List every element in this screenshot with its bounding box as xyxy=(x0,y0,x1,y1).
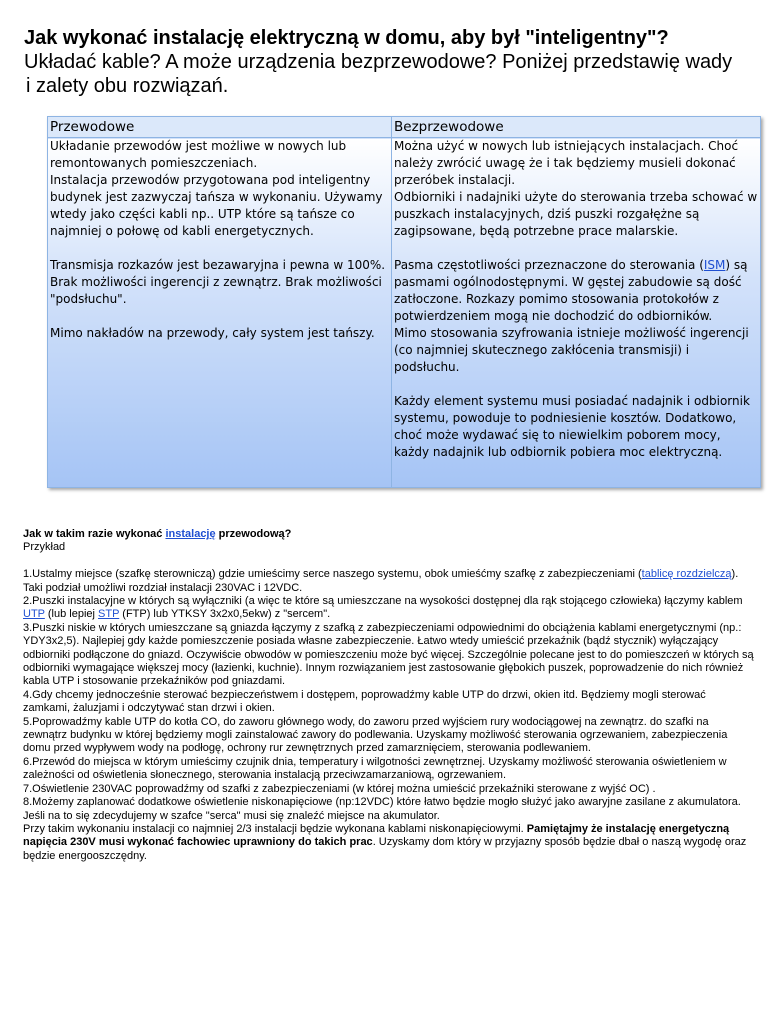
wireless-point: Każdy element systemu musi posiadać nadajnik i odbiornik systemu, powoduje to podniesienie kosztów. Dodatkowo, choć może wydawać się to niewielkim poborem mocy, każdy nadajnik lub odbiornik pobiera moc elektryczną. xyxy=(394,394,750,459)
step-6: 6.Przewód do miejsca w którym umieścimy czujnik dnia, temperatury i wilgotności zewnętrznej. Uzyskamy możliwość sterowania oświetleniem w zależności od oświetlenia słonecznego, sterowania instalacją przeciwzamarzaniową, ogrzewaniem. xyxy=(23,755,727,782)
wireless-point: Pasma częstotliwości przeznaczone do sterowania (ISM) są pasmami ogólnodostępnymi. W gęstej zabudowie są dość zatłoczone. Rozkazy pomimo stosowania protokołów z potwierdzeniem mogą nie dochodzić do odbiorników. xyxy=(394,258,748,323)
column-header-wired: Przewodowe xyxy=(48,117,392,138)
wired-point: Układanie przewodów jest możliwe w nowych lub remontowanych pomieszczeniach. xyxy=(50,139,347,170)
wired-point: Transmisja rozkazów jest bezawaryjna i pewna w 100%. Brak możliwości ingerencji z zewnątrz. Brak możliwości "podsłuchu". xyxy=(50,258,386,306)
column-header-wireless: Bezprzewodowe xyxy=(392,117,761,138)
step-5: 5.Poprowadźmy kable UTP do kotła CO, do zaworu głównego wody, do zaworu przed wyjściem rury wodociągowej na zewnątrz. do szafki na zewnątrz budynku w której będziemy mogli zainstalować zawory do podlewania. Uzyskamy możliwość sterowania ogrzewaniem, zabezpieczenia domu przed wypływem wody na podłogę, ochrony rur zewnętrznych przed zamarznięciem, sterowania podlewaniem. xyxy=(23,715,728,755)
utp-link[interactable]: UTP xyxy=(23,608,45,621)
wireless-point: Odbiorniki i nadajniki użyte do sterowania trzeba schować w puszkach instalacyjnych, dziś puszki rozgałężne są zagipsowane, będą potrzebne prace malarskie. xyxy=(394,190,758,238)
wired-point: Mimo nakładów na przewody, cały system jest tańszy. xyxy=(50,326,375,340)
ism-link[interactable]: ISM xyxy=(703,258,726,272)
distribution-board-link[interactable]: tablicę rozdzielczą xyxy=(641,568,732,581)
step-2: 2.Puszki instalacyjne w których są wyłączniki (a więc te które są umieszczane na wysokości dostępnej dla rąk stojącego człowieka) łączymy kablem UTP (lub lepiej STP (FTP) lub YTKSY 3x2x0,5ekw) z "sercem". xyxy=(23,595,743,621)
step-4: 4.Gdy chcemy jednocześnie sterować bezpieczeństwem i dostępem, poprowadźmy kable UTP do drzwi, okien itd. Będziemy mogli sterować zamkami, żaluzjami i odczytywać stan drzwi i okien. xyxy=(23,688,706,715)
conclusion-emphasis: Pamiętajmy że instalację energetyczną napięcia 230V musi wykonać fachowiec uprawniony do takich prac xyxy=(23,822,730,849)
step-1: 1.Ustalmy miejsce (szafkę sterowniczą) gdzie umieścimy serce naszego systemu, obok umieśćmy szafkę z zabezpieczeniami (tablicę rozdzielczą). Taki podział umożliwi rozdział instalacji 230VAC i 12VDC. xyxy=(23,568,739,594)
title-line-1: Jak wykonać instalację elektryczną w domu, aby był "inteligentny"? xyxy=(24,27,669,49)
wired-cell xyxy=(48,138,392,488)
example-label: Przykład xyxy=(23,541,66,554)
wireless-point: Mimo stosowania szyfrowania istnieje możliwość ingerencji (co najmniej skutecznego zakłócenia transmisji) i podsłuchu. xyxy=(394,326,749,374)
wired-point: Instalacja przewodów przygotowana pod inteligentny budynek jest zazwyczaj tańsza w wykonaniu. Używamy wtedy jako części kabli np.. UTP które są tańsze co najmniej o połowę od kabli energetycznych. xyxy=(50,173,383,238)
section-question: Jak w takim razie wykonać instalację przewodową? xyxy=(23,528,292,540)
table-header-row xyxy=(48,117,761,138)
title-line-2: Układać kable? A może urządzenia bezprzewodowe? Poniżej przedstawię wady xyxy=(24,51,733,73)
table-row xyxy=(48,138,761,488)
conclusion: Przy takim wykonaniu instalacji co najmniej 2/3 instalacji będzie wykonana kablami niskonapięciowymi. Pamiętajmy że instalację energetyczną napięcia 230V musi wykonać fachowiec uprawniony do takich prac. Uzyskamy dom który w przyjazny sposób będzie dbał o naszą wygodę oraz będzie energooszczędny. xyxy=(23,822,747,862)
wireless-cell xyxy=(392,138,761,488)
page-title xyxy=(24,26,754,98)
wireless-point: Można użyć w nowych lub istniejących instalacjach. Choć należy zwrócić uwagę że i tak będziemy musieli dokonać przeróbek instalacji. xyxy=(394,139,739,187)
title-line-3: i zalety obu rozwiązań. xyxy=(26,75,229,97)
comparison-table xyxy=(47,116,761,488)
step-7: 7.Oświetlenie 230VAC poprowadźmy od szafki z zabezpieczeniami (w której można umieścić przekaźniki sterowane z wyjść OC) . xyxy=(23,782,656,795)
step-8: 8.Możemy zaplanować dodatkowe oświetlenie niskonapięciowe (np:12VDC) które łatwo będzie mogło służyć jako awaryjne zasilane z akumulatora. Jeśli na to się zdecydujemy w szafce "serca" musi się znaleźć miejsce na akumulator. xyxy=(23,796,741,822)
article-body xyxy=(23,528,755,863)
installation-link[interactable]: instalację xyxy=(165,528,216,540)
stp-link[interactable]: STP xyxy=(98,608,120,621)
step-3: 3.Puszki niskie w których umieszczane są gniazda łączymy z szafką z zabezpieczeniami odpowiednimi do obciążenia kablami energetycznymi (np.: YDY3x2,5). Najlepiej gdy każde pomieszczenie posiada własne zabezpieczenie. Łatwo wtedy umieścić przekaźnik (bądź stycznik) wyłączający odbiorniki podłączone do gniazd. Oczywiście obwodów w pomieszczeniu może być więcej. Szczególnie polecane jest to do pomieszczeń w których są odbiorniki wymagające większej mocy (łazienki, kuchnie). Innym rozwiązaniem jest zastosowanie głębokich puszek, poprowadzenie do nich również kabla UTP i stosowanie przekaźników pod gniazdami. xyxy=(23,621,754,688)
